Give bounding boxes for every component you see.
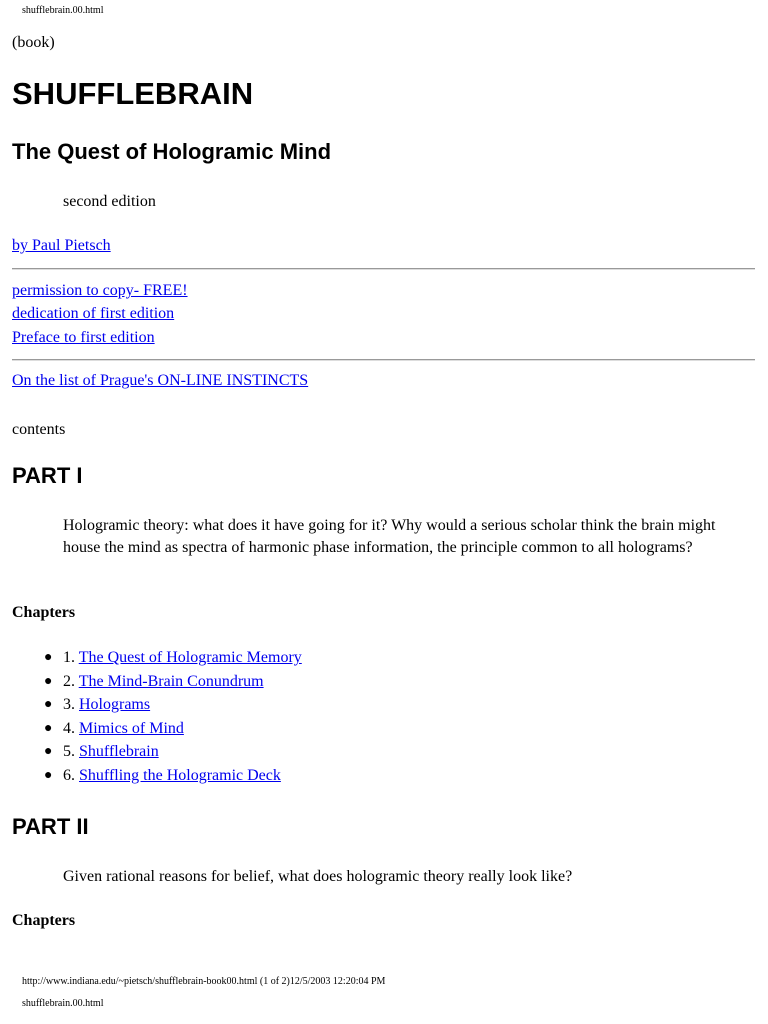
part1-chapters-label: Chapters — [12, 604, 76, 621]
bullet-icon: ● — [44, 673, 53, 689]
chapter-link-mimics-of-mind[interactable]: Mimics of Mind — [79, 719, 184, 737]
divider-1 — [12, 268, 755, 270]
book-tag: (book) — [12, 34, 55, 51]
page-subtitle: The Quest of Hologramic Mind — [12, 139, 332, 164]
dedication-link[interactable]: dedication of first edition — [12, 305, 175, 322]
chapter-number: 1. — [63, 649, 75, 666]
bullet-icon: ● — [44, 744, 53, 759]
chapter-item — [44, 646, 302, 670]
part2-chapters-label: Chapters — [12, 912, 76, 929]
chapter-number: 6. — [63, 766, 75, 784]
chapter-number: 2. — [63, 672, 75, 690]
divider-2 — [12, 359, 755, 361]
part1-description: Hologramic theory: what does it have going for it? Why would a serious scholar think the brain might house the mind as spectra of harmonic phase information, the principle common to all holograms? — [63, 517, 716, 556]
bullet-icon: ● — [44, 767, 53, 783]
prague-instincts-link[interactable]: On the list of Prague's ON-LINE INSTINCTS — [12, 372, 309, 389]
chapter-item — [44, 717, 302, 741]
permission-link[interactable]: permission to copy- FREE! — [12, 282, 188, 299]
chapter-item — [44, 764, 302, 788]
author-link[interactable]: by Paul Pietsch — [12, 237, 111, 254]
page-title: SHUFFLEBRAIN — [12, 76, 254, 111]
chapter-item — [44, 670, 302, 694]
bullet-icon: ● — [44, 720, 53, 736]
chapter-link-holograms[interactable]: Holograms — [79, 696, 151, 713]
chapter-link-quest-hologramic-memory[interactable]: The Quest of Hologramic Memory — [78, 649, 302, 666]
chapter-link-shufflebrain[interactable]: Shufflebrain — [79, 743, 159, 760]
chapter-link-shuffling-hologramic-deck[interactable]: Shuffling the Hologramic Deck — [79, 766, 281, 784]
chapter-number: 5. — [63, 743, 75, 760]
page-header-filename: shufflebrain.00.html — [22, 5, 104, 16]
bullet-icon: ● — [44, 650, 53, 665]
footer-url-line: http://www.indiana.edu/~pietsch/shufflebrain-book00.html (1 of 2)12/5/2003 12:20:04 PM — [22, 976, 386, 987]
contents-label: contents — [12, 421, 66, 438]
edition-label: second edition — [63, 193, 156, 210]
part1-chapter-list — [44, 646, 302, 787]
chapter-number: 3. — [63, 696, 75, 713]
part2-heading: PART II — [12, 814, 89, 839]
bullet-icon: ● — [44, 697, 53, 712]
footer-filename: shufflebrain.00.html — [22, 998, 104, 1009]
part2-description: Given rational reasons for belief, what does hologramic theory really look like? — [63, 868, 573, 885]
chapter-item — [44, 740, 302, 764]
preface-link[interactable]: Preface to first edition — [12, 329, 155, 346]
chapter-number: 4. — [63, 719, 75, 737]
chapter-item — [44, 693, 302, 717]
chapter-link-mind-brain-conundrum[interactable]: The Mind-Brain Conundrum — [78, 672, 264, 690]
part1-heading: PART I — [12, 463, 83, 488]
